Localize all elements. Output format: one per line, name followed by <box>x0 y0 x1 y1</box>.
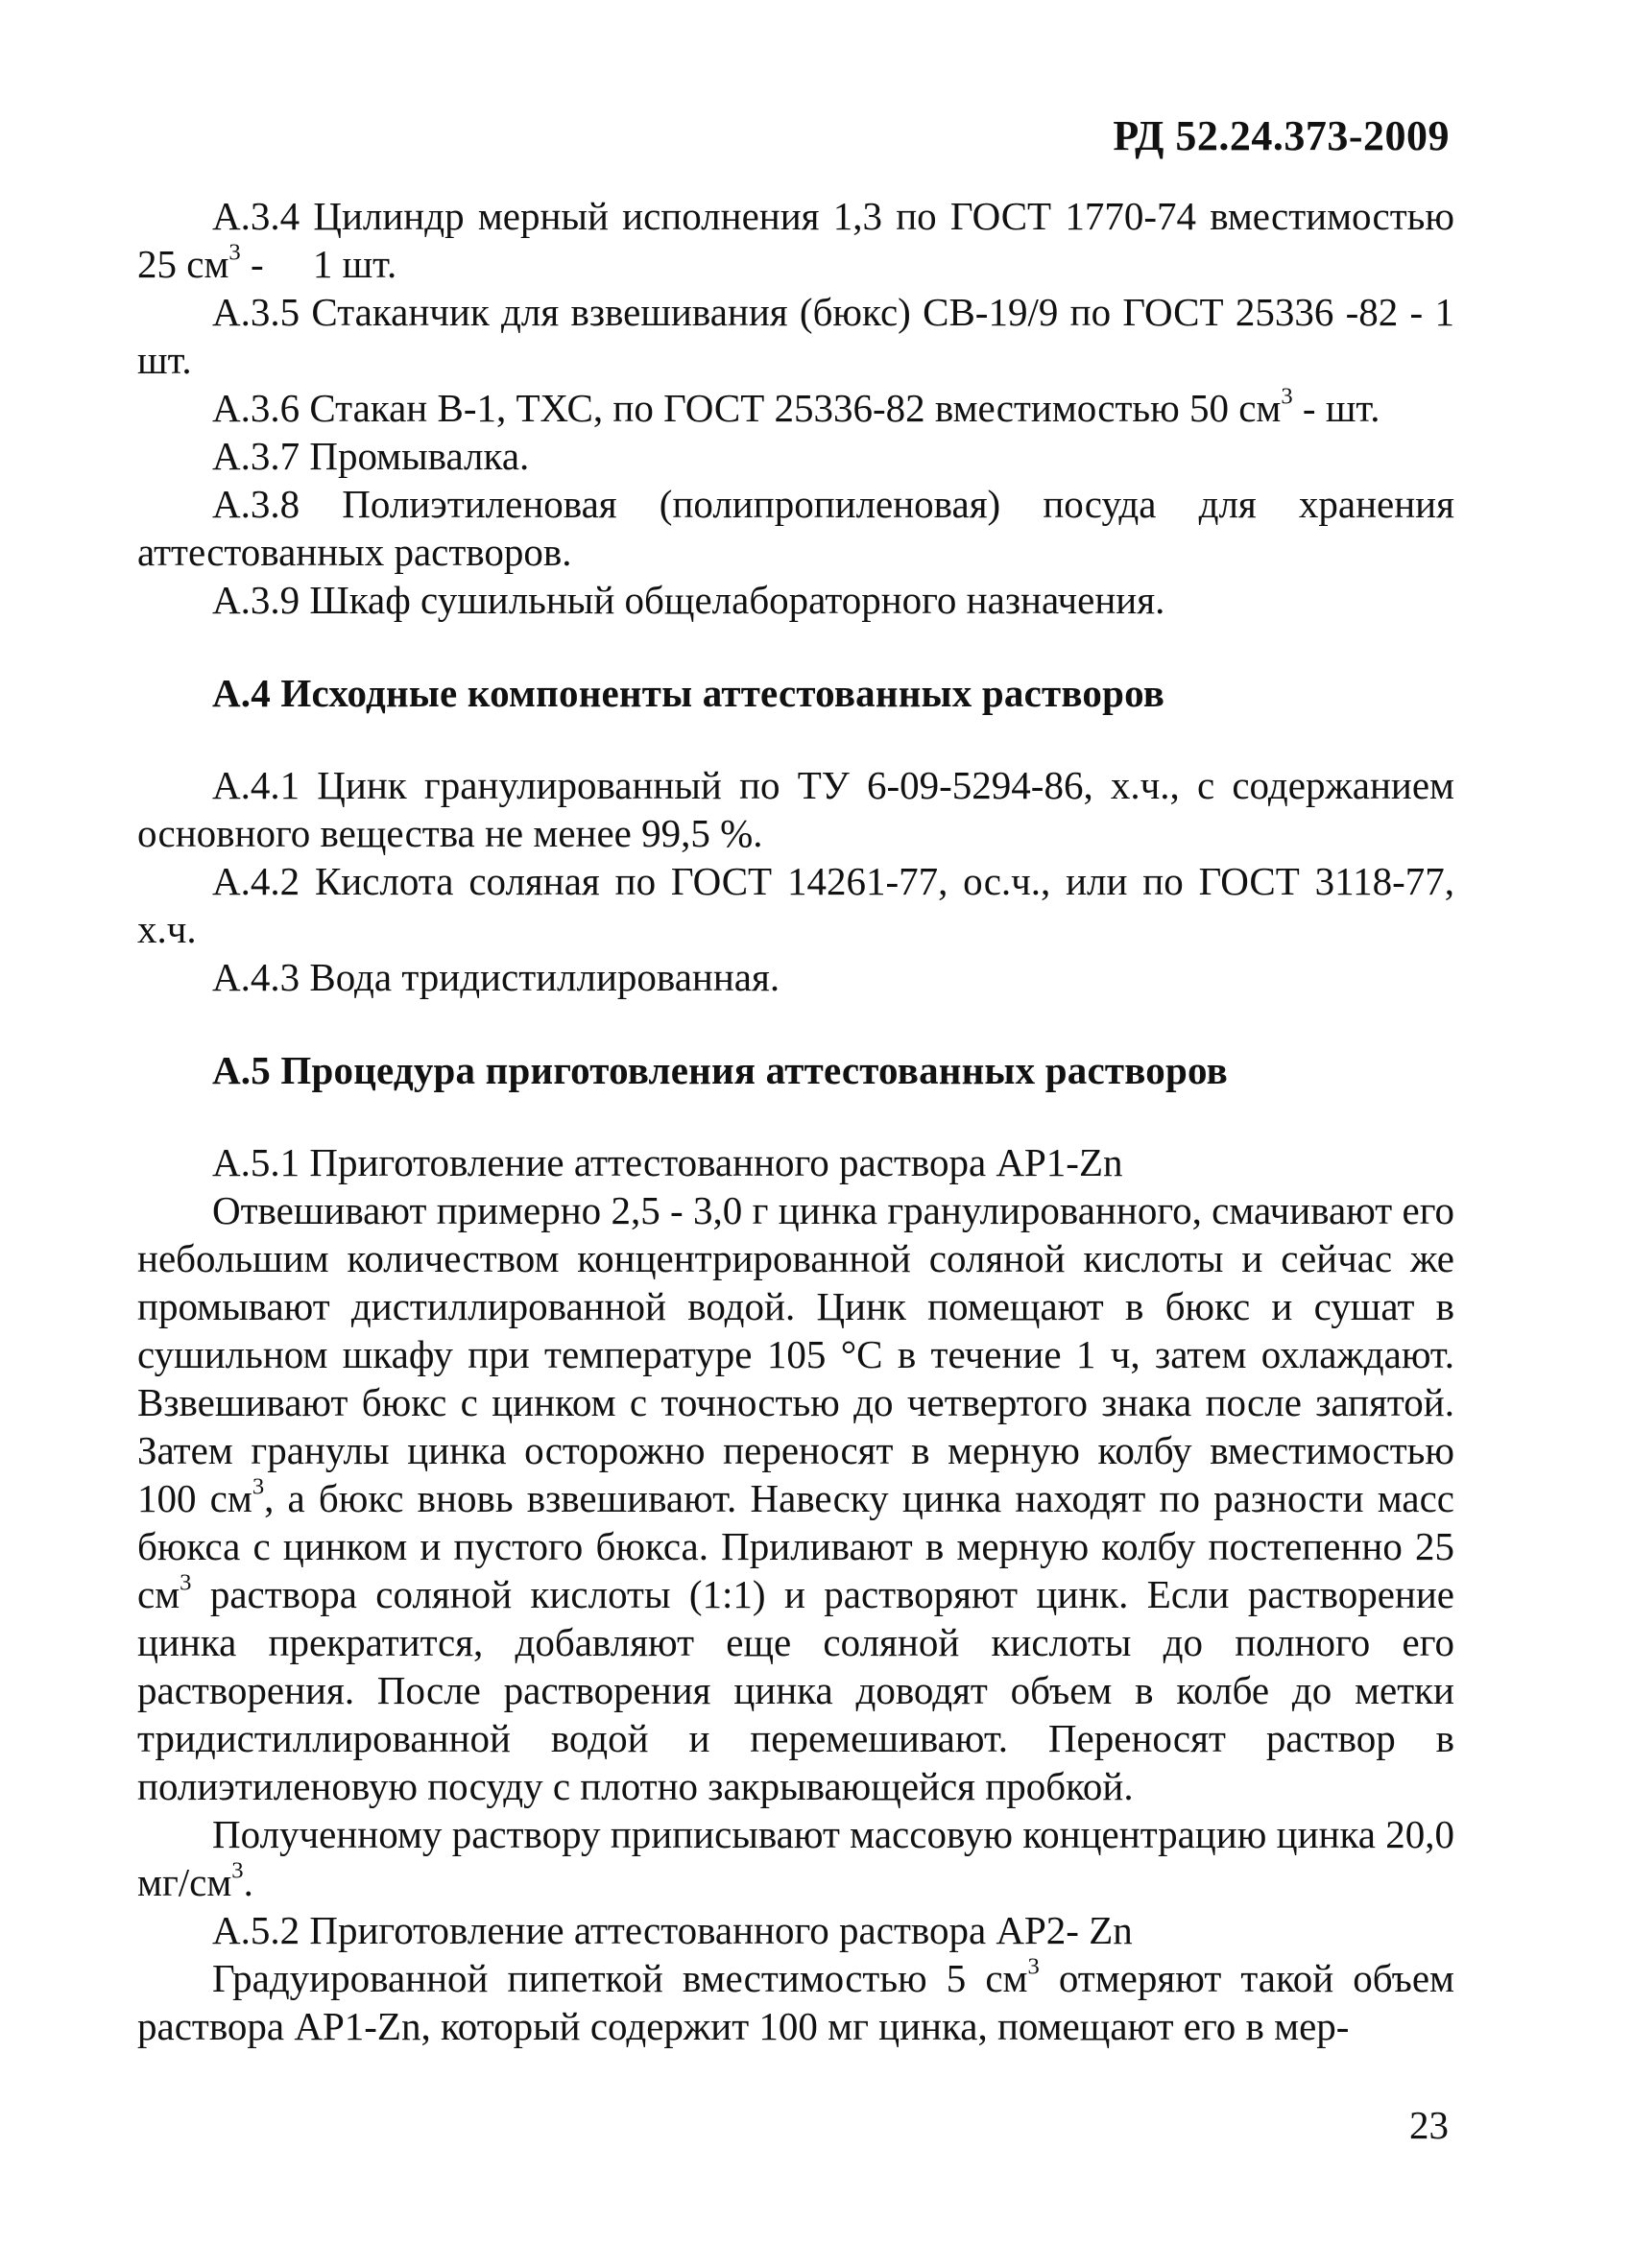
item-a5-1-result <box>137 1810 1454 1906</box>
item-a5-2-title: А.5.2 Приготовление аттестованного раствора АР2- Zn <box>212 1908 1133 1952</box>
item-a5-2-body-tail: отмеряют такой объем раствора АР1-Zn, который содержит 100 мг цинка, помещают его в мер- <box>137 1956 1454 2048</box>
item-a5-2-body-text: Градуированной пипеткой вместимостью 5 см <box>212 1956 1028 2000</box>
item-a5-1-body-part3: раствора соляной кислоты (1:1) и растворяют цинк. Если растворение цинка прекратится, добавляют еще соляной кислоты до полного его растворения. После растворения цинка доводят объем в колбе до метки тридистиллированной водой и перемешивают. Переносят раствор в полиэтиленовую посуду с плотно закрывающейся пробкой. <box>137 1572 1454 1808</box>
item-a3-4-text: А.3.4 Цилиндр мерный исполнения 1,3 по ГОСТ 1770-74 вместимостью 25 см <box>137 194 1454 286</box>
superscript-3: 3 <box>231 1857 244 1884</box>
item-a5-1-body-part2: , а бюкс вновь взвешивают. Навеску цинка находят по разности масс бюкса с цинком и пустого бюкса. Приливают в мерную колбу постепенно 25 см <box>137 1476 1454 1616</box>
superscript-3: 3 <box>180 1569 192 1596</box>
item-a4-3: А.4.3 Вода тридистиллированная. <box>212 955 780 999</box>
section-a4-heading: А.4 Исходные компоненты аттестованных растворов <box>212 671 1165 715</box>
item-a5-2-body <box>137 1954 1454 2050</box>
document-content <box>137 192 1454 2050</box>
item-a3-9: А.3.9 Шкаф сушильный общелабораторного назначения. <box>212 578 1165 622</box>
document-code: РД 52.24.373-2009 <box>1113 112 1450 159</box>
item-a3-6-text: А.3.6 Стакан В-1, ТХС, по ГОСТ 25336-82 вместимостью 50 см <box>212 386 1282 430</box>
item-a3-7: А.3.7 Промывалка. <box>212 434 530 478</box>
item-a3-4-tail: - 1 шт. <box>240 242 397 286</box>
superscript-3: 3 <box>252 1473 265 1500</box>
item-a5-1-title: А.5.1 Приготовление аттестованного раствора АР1-Zn <box>212 1140 1123 1184</box>
item-a3-5: А.3.5 Стаканчик для взвешивания (бюкс) СВ-19/9 по ГОСТ 25336 -82 - 1 шт. <box>137 290 1454 382</box>
item-a3-4 <box>137 192 1454 288</box>
item-a5-1-body-part1: Отвешивают примерно 2,5 - 3,0 г цинка гранулированного, смачивают его небольшим количеством концентрированной соляной кислоты и сейчас же промывают дистиллированной водой. Цинк помещают в бюкс и сушат в сушильном шкафу при температуре 105 °С в течение 1 ч, затем охлаждают. Взвешивают бюкс с цинком с точностью до четвертого знака после запятой. Затем гранулы цинка осторожно переносят в мерную колбу вместимостью 100 см <box>137 1188 1454 1520</box>
item-a3-6-tail: - шт. <box>1292 386 1380 430</box>
item-a5-1-result-tail: . <box>243 1860 253 1904</box>
superscript-3: 3 <box>1027 1953 1040 1980</box>
section-a5-heading: А.5 Процедура приготовления аттестованных растворов <box>212 1048 1229 1092</box>
page-number: 23 <box>1409 2103 1449 2147</box>
item-a4-2: А.4.2 Кислота соляная по ГОСТ 14261-77, ос.ч., или по ГОСТ 3118-77, х.ч. <box>137 859 1454 951</box>
item-a5-1-body <box>137 1186 1454 1810</box>
item-a5-1-result-text: Полученному раствору приписывают массовую концентрацию цинка 20,0 мг/см <box>137 1812 1454 1904</box>
item-a4-1: А.4.1 Цинк гранулированный по ТУ 6-09-5294-86, х.ч., с содержанием основного вещества не менее 99,5 %. <box>137 763 1454 855</box>
superscript-3: 3 <box>228 239 241 266</box>
superscript-3: 3 <box>1281 383 1293 410</box>
item-a3-8: А.3.8 Полиэтиленовая (полипропиленовая) посуда для хранения аттестованных растворов. <box>137 482 1454 574</box>
item-a3-6 <box>137 384 1454 432</box>
